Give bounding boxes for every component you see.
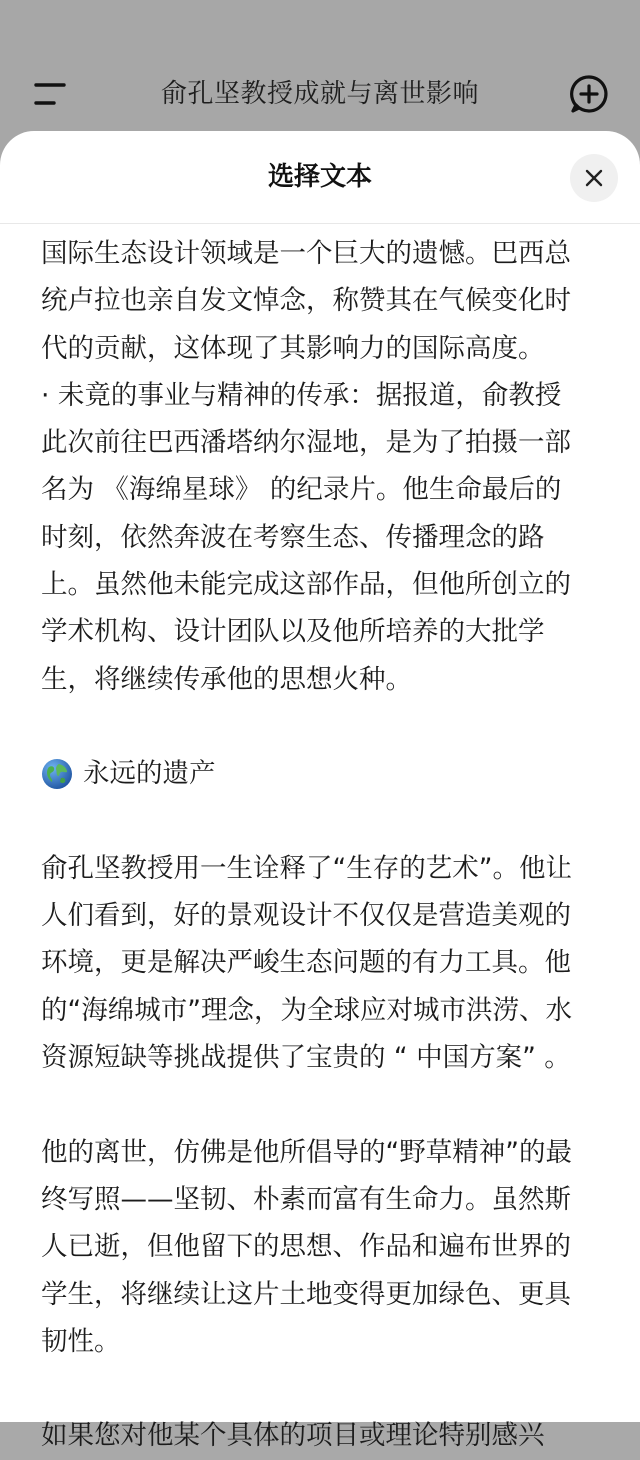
page-title: 俞孔坚教授成就与离世影响 xyxy=(160,79,479,109)
globe-icon xyxy=(41,758,73,790)
paragraph-intro[interactable]: 国际生态设计领域是一个巨大的遗憾。巴西总 统卢拉也亲自发文悼念，称赞其在气候变化时 代的贡献，这体现了其影响力的国际高度。 xyxy=(41,238,571,364)
paragraph-wild-grass[interactable]: 他的离世，仿佛是他所倡导的“野草精神”的最 终写照——坚韧、朴素而富有生命力。虽然斯 人已逝，但他留下的思想、作品和遍布世界的 学生，将继续让这片土地变得更加绿色、更具 韧性。 xyxy=(41,1136,572,1357)
close-icon xyxy=(584,168,604,188)
paragraph-art-of-survival[interactable]: 俞孔坚教授用一生诠释了“生存的艺术”。他让 人们看到，好的景观设计不仅仅是营造美观的 环境，更是解决严峻生态问题的有力工具。他 的“海绵城市”理念，为全球应对城市洪涝、水 资源短缺等挑战提供了宝贵的 “ 中国方案” 。 xyxy=(41,852,572,1074)
section-heading-text: 永远的遗产 xyxy=(83,758,216,790)
sheet-title: 选择文本 xyxy=(267,162,372,192)
add-circle-icon[interactable] xyxy=(569,74,609,114)
close-button[interactable] xyxy=(570,154,618,202)
paragraph-cutoff[interactable]: 如果您对他某个具体的项目或理论特别感兴 xyxy=(41,1420,545,1452)
menu-icon[interactable] xyxy=(34,82,66,106)
sheet-header xyxy=(0,131,640,224)
section-heading[interactable] xyxy=(41,750,601,797)
paragraph-legacy-bullet[interactable]: · 未竟的事业与精神的传承：据报道，俞教授 此次前往巴西潘塔纳尔湿地，是为了拍摄一部 名为 《海绵星球》 的纪录片。他生命最后的 时刻，依然奔波在考察生态、传播理念的路 上。虽然他未能完成这部作品，但他所创立的 学术机构、设计团队以及他所培养的大批学 生，将继续传承他的思想火种。 xyxy=(41,379,571,695)
selectable-text-content[interactable] xyxy=(41,230,601,1460)
select-text-sheet xyxy=(0,131,640,1452)
app-header xyxy=(0,0,640,150)
